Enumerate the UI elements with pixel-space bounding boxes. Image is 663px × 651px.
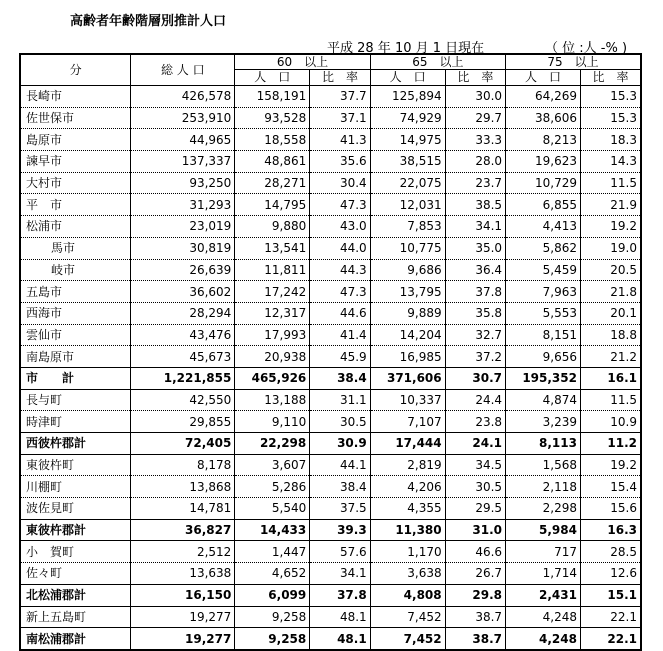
table-row (20, 324, 641, 346)
subtotal-row (20, 367, 641, 389)
area-name-cell: 島原市 (20, 129, 131, 151)
total-cell: 26,639 (131, 259, 235, 281)
ratio65-cell: 36.4 (445, 259, 505, 281)
ratio65-cell: 38.5 (445, 194, 505, 216)
ratio75-cell: 15.6 (580, 498, 641, 520)
pop65-cell: 9,889 (370, 302, 445, 324)
total-cell: 36,827 (131, 519, 235, 541)
ratio65-cell: 30.5 (445, 476, 505, 498)
ratio60-cell: 41.3 (310, 129, 370, 151)
pop75-cell: 2,118 (506, 476, 581, 498)
ratio60-cell: 44.1 (310, 454, 370, 476)
total-cell: 19,277 (131, 606, 235, 628)
header-ratio-65: 比 率 (445, 70, 505, 86)
pop60-cell: 18,558 (235, 129, 310, 151)
ratio60-cell: 44.3 (310, 259, 370, 281)
pop60-cell: 9,110 (235, 411, 310, 433)
table-row (20, 541, 641, 563)
pop65-cell: 7,107 (370, 411, 445, 433)
pop60-cell: 20,938 (235, 346, 310, 368)
pop75-cell: 4,248 (506, 628, 581, 650)
ratio75-cell: 19.2 (580, 216, 641, 238)
ratio60-cell: 37.8 (310, 584, 370, 606)
header-population-65: 人 口 (370, 70, 445, 86)
pop75-cell: 195,352 (506, 367, 581, 389)
header-ratio-75: 比 率 (580, 70, 641, 86)
as-of-date: 平成 28 年 10 月 1 日現在 (327, 41, 485, 56)
pop65-cell: 11,380 (370, 519, 445, 541)
ratio60-cell: 44.6 (310, 302, 370, 324)
table-row (20, 281, 641, 303)
pop75-cell: 38,606 (506, 107, 581, 129)
ratio75-cell: 22.1 (580, 606, 641, 628)
area-name-cell: 平 市 (20, 194, 131, 216)
ratio60-cell: 35.6 (310, 151, 370, 173)
area-name-cell: 北松浦郡計 (20, 584, 131, 606)
ratio60-cell: 48.1 (310, 606, 370, 628)
pop75-cell: 4,874 (506, 389, 581, 411)
pop65-cell: 74,929 (370, 107, 445, 129)
ratio65-cell: 30.0 (445, 86, 505, 108)
ratio60-cell: 44.0 (310, 237, 370, 259)
table-row (20, 498, 641, 520)
total-cell: 31,293 (131, 194, 235, 216)
pop75-cell: 9,656 (506, 346, 581, 368)
pop75-cell: 1,568 (506, 454, 581, 476)
pop75-cell: 717 (506, 541, 581, 563)
ratio60-cell: 38.4 (310, 476, 370, 498)
ratio75-cell: 21.2 (580, 346, 641, 368)
pop60-cell: 9,880 (235, 216, 310, 238)
area-name-cell: 東彼杵郡計 (20, 519, 131, 541)
pop65-cell: 14,204 (370, 324, 445, 346)
ratio75-cell: 22.1 (580, 628, 641, 650)
ratio65-cell: 35.8 (445, 302, 505, 324)
ratio60-cell: 30.9 (310, 433, 370, 455)
ratio60-cell: 34.1 (310, 563, 370, 585)
unit-note: （ 位 :人 -% ) (545, 41, 628, 56)
total-cell: 42,550 (131, 389, 235, 411)
table-row (20, 454, 641, 476)
header-ratio-60: 比 率 (310, 70, 370, 86)
ratio60-cell: 37.1 (310, 107, 370, 129)
table-row (20, 389, 641, 411)
area-name-cell: 諫早市 (20, 151, 131, 173)
ratio75-cell: 15.3 (580, 86, 641, 108)
pop75-cell: 1,714 (506, 563, 581, 585)
ratio75-cell: 16.1 (580, 367, 641, 389)
pop75-cell: 64,269 (506, 86, 581, 108)
table-row (20, 259, 641, 281)
pop75-cell: 2,298 (506, 498, 581, 520)
table-row (20, 302, 641, 324)
ratio65-cell: 32.7 (445, 324, 505, 346)
ratio75-cell: 21.9 (580, 194, 641, 216)
ratio75-cell: 19.0 (580, 237, 641, 259)
ratio75-cell: 15.4 (580, 476, 641, 498)
area-name-cell: 東彼杵町 (20, 454, 131, 476)
pop60-cell: 9,258 (235, 628, 310, 650)
total-cell: 23,019 (131, 216, 235, 238)
table-row (20, 129, 641, 151)
ratio60-cell: 45.9 (310, 346, 370, 368)
total-cell: 30,819 (131, 237, 235, 259)
table-header (20, 54, 641, 86)
pop60-cell: 13,541 (235, 237, 310, 259)
total-cell: 13,868 (131, 476, 235, 498)
pop65-cell: 7,853 (370, 216, 445, 238)
area-name-cell: 新上五島町 (20, 606, 131, 628)
pop65-cell: 371,606 (370, 367, 445, 389)
ratio75-cell: 19.2 (580, 454, 641, 476)
pop60-cell: 14,433 (235, 519, 310, 541)
ratio65-cell: 26.7 (445, 563, 505, 585)
ratio65-cell: 29.8 (445, 584, 505, 606)
table-row (20, 86, 641, 108)
ratio60-cell: 43.0 (310, 216, 370, 238)
total-cell: 426,578 (131, 86, 235, 108)
total-cell: 2,512 (131, 541, 235, 563)
ratio65-cell: 31.0 (445, 519, 505, 541)
ratio75-cell: 15.3 (580, 107, 641, 129)
area-name-cell: 佐々町 (20, 563, 131, 585)
ratio60-cell: 37.7 (310, 86, 370, 108)
area-name-cell: 川棚町 (20, 476, 131, 498)
ratio65-cell: 37.2 (445, 346, 505, 368)
ratio60-cell: 37.5 (310, 498, 370, 520)
area-name-cell: 西海市 (20, 302, 131, 324)
header-total: 総 人 口 (131, 54, 235, 86)
ratio65-cell: 34.5 (445, 454, 505, 476)
population-table (19, 53, 642, 651)
table-row (20, 411, 641, 433)
table-row (20, 237, 641, 259)
ratio65-cell: 28.0 (445, 151, 505, 173)
pop75-cell: 5,459 (506, 259, 581, 281)
ratio65-cell: 24.1 (445, 433, 505, 455)
ratio75-cell: 16.3 (580, 519, 641, 541)
ratio60-cell: 41.4 (310, 324, 370, 346)
pop75-cell: 5,862 (506, 237, 581, 259)
ratio65-cell: 46.6 (445, 541, 505, 563)
pop65-cell: 3,638 (370, 563, 445, 585)
pop65-cell: 10,775 (370, 237, 445, 259)
pop60-cell: 11,811 (235, 259, 310, 281)
pop75-cell: 10,729 (506, 172, 581, 194)
pop60-cell: 14,795 (235, 194, 310, 216)
pop75-cell: 4,248 (506, 606, 581, 628)
pop75-cell: 5,984 (506, 519, 581, 541)
pop60-cell: 465,926 (235, 367, 310, 389)
ratio65-cell: 38.7 (445, 606, 505, 628)
area-name-cell: 市 計 (20, 367, 131, 389)
pop60-cell: 93,528 (235, 107, 310, 129)
area-name-cell: 波佐見町 (20, 498, 131, 520)
pop65-cell: 9,686 (370, 259, 445, 281)
total-cell: 43,476 (131, 324, 235, 346)
ratio65-cell: 35.0 (445, 237, 505, 259)
table-row (20, 606, 641, 628)
subtotal-row (20, 519, 641, 541)
pop65-cell: 1,170 (370, 541, 445, 563)
pop75-cell: 19,623 (506, 151, 581, 173)
pop60-cell: 48,861 (235, 151, 310, 173)
ratio75-cell: 21.8 (580, 281, 641, 303)
area-name-cell: 佐世保市 (20, 107, 131, 129)
table-body (20, 86, 641, 650)
total-cell: 13,638 (131, 563, 235, 585)
header-population-75: 人 口 (506, 70, 581, 86)
ratio60-cell: 39.3 (310, 519, 370, 541)
pop75-cell: 2,431 (506, 584, 581, 606)
pop75-cell: 5,553 (506, 302, 581, 324)
ratio65-cell: 23.8 (445, 411, 505, 433)
total-cell: 16,150 (131, 584, 235, 606)
pop65-cell: 2,819 (370, 454, 445, 476)
area-name-cell: 時津町 (20, 411, 131, 433)
header-65-plus: 65 以上 (370, 54, 505, 70)
pop60-cell: 6,099 (235, 584, 310, 606)
ratio60-cell: 30.5 (310, 411, 370, 433)
pop65-cell: 13,795 (370, 281, 445, 303)
pop60-cell: 5,286 (235, 476, 310, 498)
pop75-cell: 8,113 (506, 433, 581, 455)
total-cell: 45,673 (131, 346, 235, 368)
ratio75-cell: 14.3 (580, 151, 641, 173)
ratio75-cell: 10.9 (580, 411, 641, 433)
ratio75-cell: 11.2 (580, 433, 641, 455)
total-cell: 36,602 (131, 281, 235, 303)
ratio60-cell: 48.1 (310, 628, 370, 650)
pop60-cell: 13,188 (235, 389, 310, 411)
ratio65-cell: 38.7 (445, 628, 505, 650)
pop75-cell: 8,151 (506, 324, 581, 346)
pop75-cell: 6,855 (506, 194, 581, 216)
pop60-cell: 1,447 (235, 541, 310, 563)
ratio60-cell: 30.4 (310, 172, 370, 194)
ratio75-cell: 11.5 (580, 389, 641, 411)
total-cell: 14,781 (131, 498, 235, 520)
area-name-cell: 西彼杵郡計 (20, 433, 131, 455)
ratio75-cell: 15.1 (580, 584, 641, 606)
page-title: 高齢者年齢階層別推計人口 (70, 14, 227, 29)
total-cell: 253,910 (131, 107, 235, 129)
pop65-cell: 38,515 (370, 151, 445, 173)
total-cell: 72,405 (131, 433, 235, 455)
header-population-60: 人 口 (235, 70, 310, 86)
ratio65-cell: 23.7 (445, 172, 505, 194)
ratio60-cell: 38.4 (310, 367, 370, 389)
area-name-cell: 雲仙市 (20, 324, 131, 346)
pop65-cell: 16,985 (370, 346, 445, 368)
pop60-cell: 5,540 (235, 498, 310, 520)
pop75-cell: 7,963 (506, 281, 581, 303)
table-row (20, 216, 641, 238)
area-name-cell: 岐市 (20, 259, 131, 281)
pop60-cell: 12,317 (235, 302, 310, 324)
table-row (20, 194, 641, 216)
table-row (20, 107, 641, 129)
ratio75-cell: 12.6 (580, 563, 641, 585)
area-name-cell: 五島市 (20, 281, 131, 303)
pop60-cell: 28,271 (235, 172, 310, 194)
ratio75-cell: 18.3 (580, 129, 641, 151)
total-cell: 19,277 (131, 628, 235, 650)
area-name-cell: 南松浦郡計 (20, 628, 131, 650)
area-name-cell: 南島原市 (20, 346, 131, 368)
ratio65-cell: 29.5 (445, 498, 505, 520)
ratio60-cell: 47.3 (310, 281, 370, 303)
table-row (20, 151, 641, 173)
ratio60-cell: 31.1 (310, 389, 370, 411)
table-row (20, 172, 641, 194)
pop60-cell: 4,652 (235, 563, 310, 585)
table-row (20, 563, 641, 585)
area-name-cell: 馬市 (20, 237, 131, 259)
ratio65-cell: 24.4 (445, 389, 505, 411)
total-cell: 28,294 (131, 302, 235, 324)
total-cell: 137,337 (131, 151, 235, 173)
subtotal-row (20, 628, 641, 650)
total-cell: 8,178 (131, 454, 235, 476)
ratio60-cell: 47.3 (310, 194, 370, 216)
pop65-cell: 7,452 (370, 628, 445, 650)
pop75-cell: 4,413 (506, 216, 581, 238)
area-name-cell: 松浦市 (20, 216, 131, 238)
table-row (20, 476, 641, 498)
ratio65-cell: 29.7 (445, 107, 505, 129)
total-cell: 93,250 (131, 172, 235, 194)
area-name-cell: 長与町 (20, 389, 131, 411)
pop75-cell: 8,213 (506, 129, 581, 151)
ratio75-cell: 28.5 (580, 541, 641, 563)
pop65-cell: 17,444 (370, 433, 445, 455)
subtotal-row (20, 584, 641, 606)
ratio60-cell: 57.6 (310, 541, 370, 563)
header-division: 分 (20, 54, 131, 86)
ratio65-cell: 34.1 (445, 216, 505, 238)
subtotal-row (20, 433, 641, 455)
header-75-plus: 75 以上 (506, 54, 641, 70)
header-60-plus: 60 以上 (235, 54, 370, 70)
pop60-cell: 9,258 (235, 606, 310, 628)
pop60-cell: 158,191 (235, 86, 310, 108)
ratio75-cell: 20.5 (580, 259, 641, 281)
pop65-cell: 4,808 (370, 584, 445, 606)
pop65-cell: 12,031 (370, 194, 445, 216)
pop65-cell: 10,337 (370, 389, 445, 411)
pop75-cell: 3,239 (506, 411, 581, 433)
pop65-cell: 4,355 (370, 498, 445, 520)
ratio65-cell: 33.3 (445, 129, 505, 151)
pop65-cell: 4,206 (370, 476, 445, 498)
area-name-cell: 大村市 (20, 172, 131, 194)
ratio75-cell: 11.5 (580, 172, 641, 194)
ratio75-cell: 20.1 (580, 302, 641, 324)
ratio65-cell: 30.7 (445, 367, 505, 389)
pop65-cell: 125,894 (370, 86, 445, 108)
total-cell: 1,221,855 (131, 367, 235, 389)
total-cell: 29,855 (131, 411, 235, 433)
pop60-cell: 22,298 (235, 433, 310, 455)
pop65-cell: 22,075 (370, 172, 445, 194)
pop65-cell: 14,975 (370, 129, 445, 151)
ratio65-cell: 37.8 (445, 281, 505, 303)
ratio75-cell: 18.8 (580, 324, 641, 346)
pop65-cell: 7,452 (370, 606, 445, 628)
area-name-cell: 長崎市 (20, 86, 131, 108)
total-cell: 44,965 (131, 129, 235, 151)
pop60-cell: 3,607 (235, 454, 310, 476)
table-row (20, 346, 641, 368)
pop60-cell: 17,993 (235, 324, 310, 346)
pop60-cell: 17,242 (235, 281, 310, 303)
area-name-cell: 小 賀町 (20, 541, 131, 563)
